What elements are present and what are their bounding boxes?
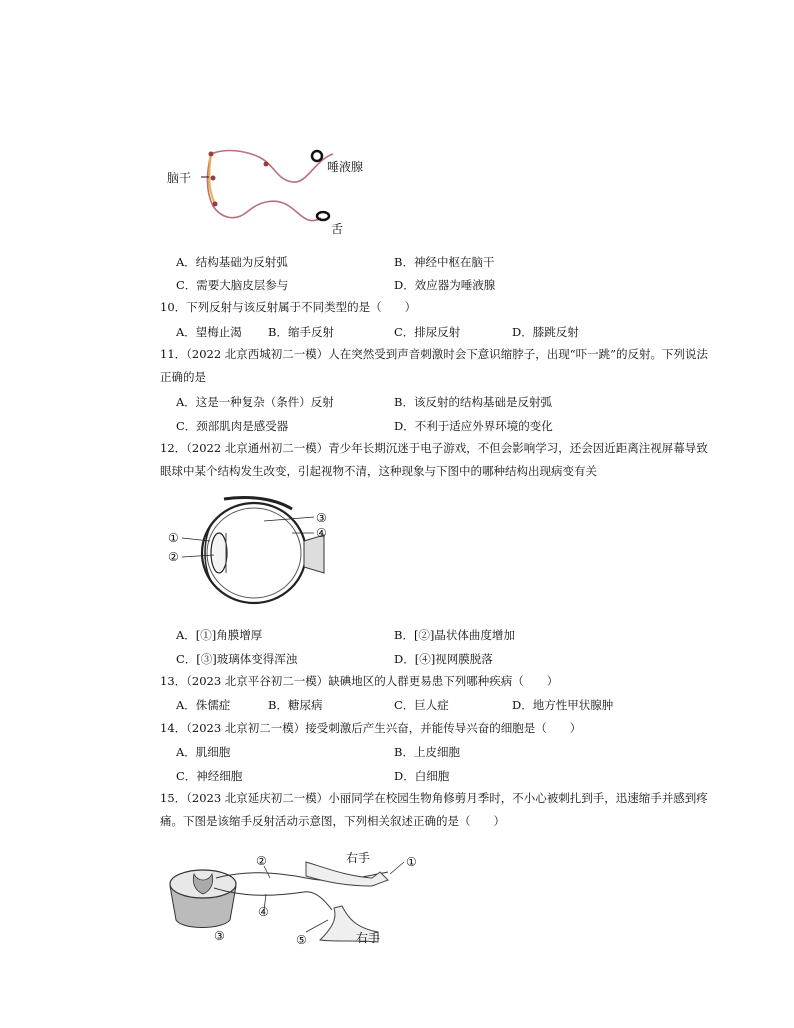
q13-option-c[interactable]: C．巨人症: [394, 698, 449, 712]
q11-option-b[interactable]: B．该反射的结构基础是反射弧: [394, 395, 552, 409]
q13-option-d[interactable]: D．地方性甲状腺肿: [512, 698, 614, 712]
label-brainstem: 脑干: [167, 171, 192, 185]
reflex-label-right-hand-lower: 右手: [356, 931, 381, 945]
q9-option-b[interactable]: B．神经中枢在脑干: [394, 255, 495, 269]
q11-option-c[interactable]: C．颈部肌肉是感受器: [176, 419, 289, 433]
withdrawal-reflex-diagram: [166, 848, 426, 948]
label-salivary-gland: 唾液腺: [327, 160, 364, 174]
reflex-label-5: ⑤: [296, 933, 307, 947]
q10-option-d[interactable]: D．膝跳反射: [512, 325, 579, 339]
q13-option-a[interactable]: A．侏儒症: [176, 698, 231, 712]
q9-option-a[interactable]: A．结构基础为反射弧: [176, 255, 288, 269]
q11-stem-line1: 11．（2022 北京西城初二一模）人在突然受到声音刺激时会下意识缩脖子，出现“吓一跳”的反射。下列说法: [160, 347, 709, 361]
q14-stem: 14．（2023 北京初二一模）接受刺激后产生兴奋，并能传导兴奋的细胞是（ ）: [160, 721, 582, 735]
reflex-label-3: ③: [214, 929, 225, 943]
q12-stem-line1: 12．（2022 北京通州初二一模）青少年长期沉迷于电子游戏，不但会影响学习，还会因近距离注视屏幕导致: [160, 441, 708, 455]
q13-option-b[interactable]: B．糖尿病: [268, 698, 323, 712]
q12-option-c[interactable]: C．[③]玻璃体变得浑浊: [176, 652, 298, 666]
q14-option-d[interactable]: D．白细胞: [394, 769, 450, 783]
reflex-label-right-hand-upper: 右手: [346, 851, 371, 865]
q10-option-a[interactable]: A．望梅止渴: [176, 325, 242, 339]
q12-option-b[interactable]: B．[②]晶状体曲度增加: [394, 628, 515, 642]
q9-option-d[interactable]: D．效应器为唾液腺: [394, 278, 496, 292]
eye-label-1: ①: [168, 531, 179, 545]
eye-label-2: ②: [168, 550, 179, 564]
q13-stem: 13．（2023 北京平谷初二一模）缺碘地区的人群更易患下列哪种疾病（ ）: [160, 674, 559, 688]
q10-option-c[interactable]: C．排尿反射: [394, 325, 461, 339]
q12-option-d[interactable]: D．[④]视网膜脱落: [394, 652, 493, 666]
eye-label-4: ④: [316, 526, 327, 540]
figure-eyeball: [164, 495, 340, 613]
reflex-label-2: ②: [256, 854, 267, 868]
q10-stem: 10．下列反射与该反射属于不同类型的是（ ）: [160, 300, 417, 314]
q11-option-a[interactable]: A．这是一种复杂（条件）反射: [176, 395, 334, 409]
reflex-label-1: ①: [406, 855, 417, 869]
q12-option-a[interactable]: A．[①]角膜增厚: [176, 628, 263, 642]
salivary-reflex-diagram: [165, 140, 375, 240]
q12-stem-line2: 眼球中某个结构发生改变，引起视物不清，这种现象与下图中的哪种结构出现病变有关: [160, 464, 597, 478]
q15-stem-line2: 痛。下图是该缩手反射活动示意图，下列相关叙述正确的是（ ）: [160, 814, 505, 828]
q14-option-c[interactable]: C．神经细胞: [176, 769, 243, 783]
q14-option-a[interactable]: A．肌细胞: [176, 745, 231, 759]
eyeball-diagram: [164, 495, 340, 613]
q15-stem-line1: 15．（2023 北京延庆初二一模）小丽同学在校园生物角修剪月季时，不小心被刺扎到手，迅速缩手并感到疼: [160, 791, 708, 805]
q9-option-c[interactable]: C．需要大脑皮层参与: [176, 278, 289, 292]
reflex-label-4: ④: [258, 905, 269, 919]
figure-salivary-reflex: [165, 140, 375, 240]
q14-option-b[interactable]: B．上皮细胞: [394, 745, 460, 759]
label-tongue: 舌: [331, 222, 344, 236]
q11-option-d[interactable]: D．不利于适应外界环境的变化: [394, 419, 553, 433]
q10-option-b[interactable]: B．缩手反射: [268, 325, 334, 339]
eye-label-3: ③: [316, 511, 327, 525]
figure-withdrawal-reflex: [166, 848, 426, 948]
q11-stem-line2: 正确的是: [160, 370, 206, 384]
